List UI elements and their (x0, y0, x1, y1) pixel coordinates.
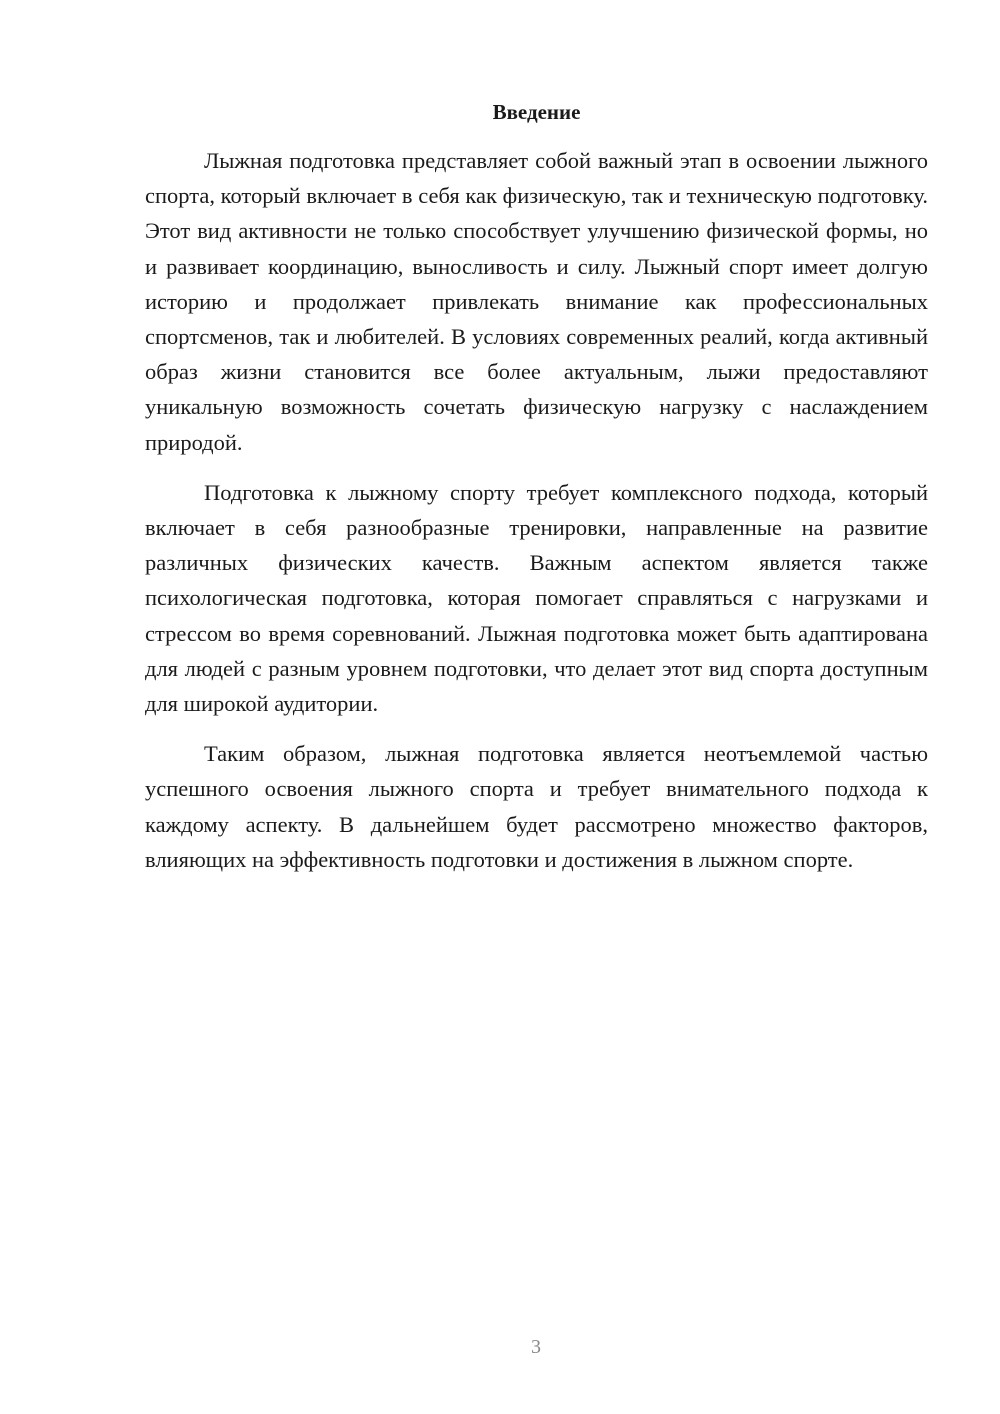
page-number: 3 (531, 1336, 541, 1358)
paragraph-2: Подготовка к лыжному спорту требует комплексного подхода, который включает в себя разнообразные тренировки, направленные на развитие различных физических качеств. Важным аспектом является также психологическая подготовка, которая помогает справляться с нагрузками и стрессом во время соревнований. Лыжная подготовка может быть адаптирована для людей с разным уровнем подготовки, что делает этот вид спорта доступным для широкой аудитории. (145, 479, 928, 717)
paragraph-1: Лыжная подготовка представляет собой важный этап в освоении лыжного спорта, который включает в себя как физическую, так и техническую подготовку. Этот вид активности не только способствует улучшению физической формы, но и развивает координацию, выносливость и силу. Лыжный спорт имеет долгую историю и продолжает привлекать внимание как профессиональных спортсменов, так и любителей. В условиях современных реалий, когда активный образ жизни становится все более актуальным, лыжи предоставляют уникальную возможность сочетать физическую нагрузку с наслаждением природой. (145, 148, 928, 455)
section-heading: Введение (492, 100, 581, 124)
body-text (145, 143, 928, 892)
paragraph-3: Таким образом, лыжная подготовка является неотъемлемой частью успешного освоения лыжного спорта и требует внимательного подхода к каждому аспекту. В дальнейшем будет рассмотрено множество факторов, влияющих на эффективность подготовки и достижения в лыжном спорте. (145, 741, 928, 872)
